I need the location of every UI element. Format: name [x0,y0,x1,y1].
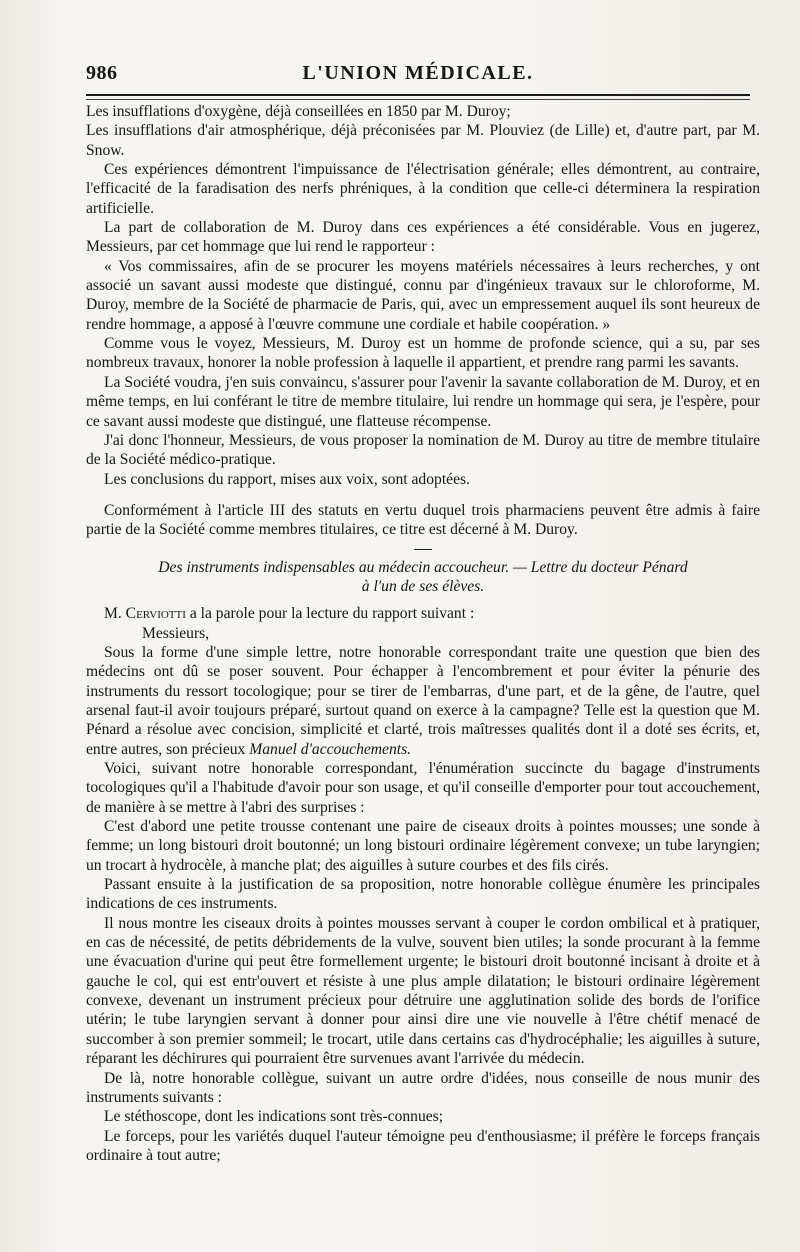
speaker-intro [86,604,760,623]
manual-title: Manuel d'accouchements. [249,740,412,758]
paragraph-12: C'est d'abord une petite trousse contenant une paire de ciseaux droits à pointes mousses; une sonde à femme; un long bistouri droit boutonné; un long bistouri ordinaire légèrement convexe; un tube laryngien; un trocart à hydrocèle, à manche plat; des aiguilles à suture courbes et des fils cirés. [86,818,760,874]
page-header [86,62,750,90]
paragraph-10 [86,643,760,759]
speaker-prefix: M. [104,605,122,623]
paragraph-1: Les insufflations d'oxygène, déjà conseillées en 1850 par M. Duroy; [86,103,511,120]
spacer [86,489,760,501]
page-number: 986 [86,62,118,84]
paragraph-17: Le forceps, pour les variétés duquel l'auteur témoigne peu d'enthousiasme; il préfère le forceps français ordinaire à tout autre; [86,1127,760,1164]
paragraph-6: Comme vous le voyez, Messieurs, M. Duroy est un homme de profonde science, qui a su, par ses nombreux travaux, honorer la noble profession à laquelle il appartient, et prendre rang parmi les savants. [86,335,760,372]
paragraph-13: Passant ensuite à la justification de sa proposition, notre honorable collègue énumère les principales indications de ces instruments. [86,876,760,913]
speaker-name: Cerviotti [125,605,186,623]
paragraph-15: De là, notre honorable collègue, suivant un autre ordre d'idées, nous conseille de nous munir des instruments suivants : [86,1069,760,1106]
paragraph-14: Il nous montre les ciseaux droits à pointes mousses servant à couper le cordon ombilical et à pratiquer, en cas de nécessité, de petits débridements de la vulve, souvent bien utiles; la sonde procurant à la femme une évacuation d'urine qui peut être formellement urgente; le bistouri droit boutonné incisant à droite et à gauche le col, qui est entr'ouvert et résiste à une plus ample dilatation; le bistouri ordinaire légèrement convexe, devenant un instrument précieux pour détruire une agglutination solide des bords de l'orifice utérin; le tube laryngien servant à donner pour ainsi dire une vie nouvelle à l'être chétif menacé de succomber à son premier sommeil; le trocart, utile dans certains cas d'hydrocéphalie; les aiguilles à suture, réparant les déchirures qui pourraient être survenues avant l'arrivée du médecin. [86,914,760,1068]
section-title-line-1: Des instruments indispensables au médecin accoucheur. — Lettre du docteur Pénard [158,558,688,576]
paragraph-8: J'ai donc l'honneur, Messieurs, de vous proposer la nomination de M. Duroy au titre de membre titulaire de la Société médico-pratique. [86,431,760,469]
running-title: L'UNION MÉDICALE. [302,62,534,84]
decree-paragraph: Conformément à l'article III des statuts en vertu duquel trois pharmaciens peuvent être admis à faire partie de la Société comme membres titulaires, ce titre est décerné à M. Duroy. [86,501,760,539]
section-divider [86,544,760,558]
section-title-line-2: à l'un de ses élèves. [361,577,485,595]
salutation: Messieurs, [142,624,210,642]
paragraph-11: Voici, suivant notre honorable correspondant, l'énumération succincte du bagage d'instruments tocologiques qu'il a l'habitude d'avoir pour son usage, et qu'il conseille d'emporter pour tout accouchement, de manière à se mettre à l'abri des surprises : [86,760,760,816]
paragraph-9: Les conclusions du rapport, mises aux voix, sont adoptées. [104,470,470,488]
header-rule-thin [86,99,750,100]
header-rule [86,94,750,96]
speaker-text: a la parole pour la lecture du rapport suivant : [189,605,475,623]
spacer [86,596,760,604]
paragraph-3: Ces expériences démontrent l'impuissance de l'électrisation générale; elles démontrent, au contraire, l'efficacité de la faradisation des nerfs phréniques, à la condition que celle-ci déterminera la respiration artificielle. [86,161,760,217]
paragraph-2: Les insufflations d'air atmosphérique, déjà préconisées par M. Plouviez (de Lille) et, d'autre part, par M. Snow. [86,122,760,159]
paragraph-quote: « Vos commissaires, afin de se procurer les moyens matériels nécessaires à leurs recherches, y ont associé un savant aussi modeste que distingué, connu par d'ingénieux travaux sur le chloroforme, M. Duroy, membre de la Société de pharmacie de Paris, qui, avec un empressement auquel ils sont heureux de rendre hommage, a apposé à l'œuvre commune une cordiale et habile coopération. » [86,257,760,333]
paragraph-16: Le stéthoscope, dont les indications sont très-connues; [104,1108,444,1126]
paragraph-10-text: Sous la forme d'une simple lettre, notre honorable correspondant traite une question que bien des médecins ont dû se poser souvent. Pour échapper à l'encombrement et pour éviter la pénurie des instruments du ressort tocologique; pour se tirer de l'embarras, d'une part, et de la gêne, de l'autre, quel arsenal faut-il avoir toujours préparé, surtout quand on exerce à la campagne? Telle est la question que M. Pénard a résolue avec concision, simplicité et clarté, trois maîtresses qualités dont il a doté ses écrits, et, entre autres, son précieux [86,643,760,758]
paragraph-4: La part de collaboration de M. Duroy dans ces expériences a été considérable. Vous en jugerez, Messieurs, par cet hommage que lui rend le rapporteur : [86,219,760,256]
body-text [86,102,760,1165]
paragraph-7: La Société voudra, j'en suis convaincu, s'assurer pour l'avenir la savante collaboration de M. Duroy, et en même temps, en lui conférant le titre de membre titulaire, lui rendre un hommage qui sera, je l'espère, pour ce savant aussi modeste que distingué, une flatteuse récompense. [86,373,760,430]
section-title [86,558,760,597]
